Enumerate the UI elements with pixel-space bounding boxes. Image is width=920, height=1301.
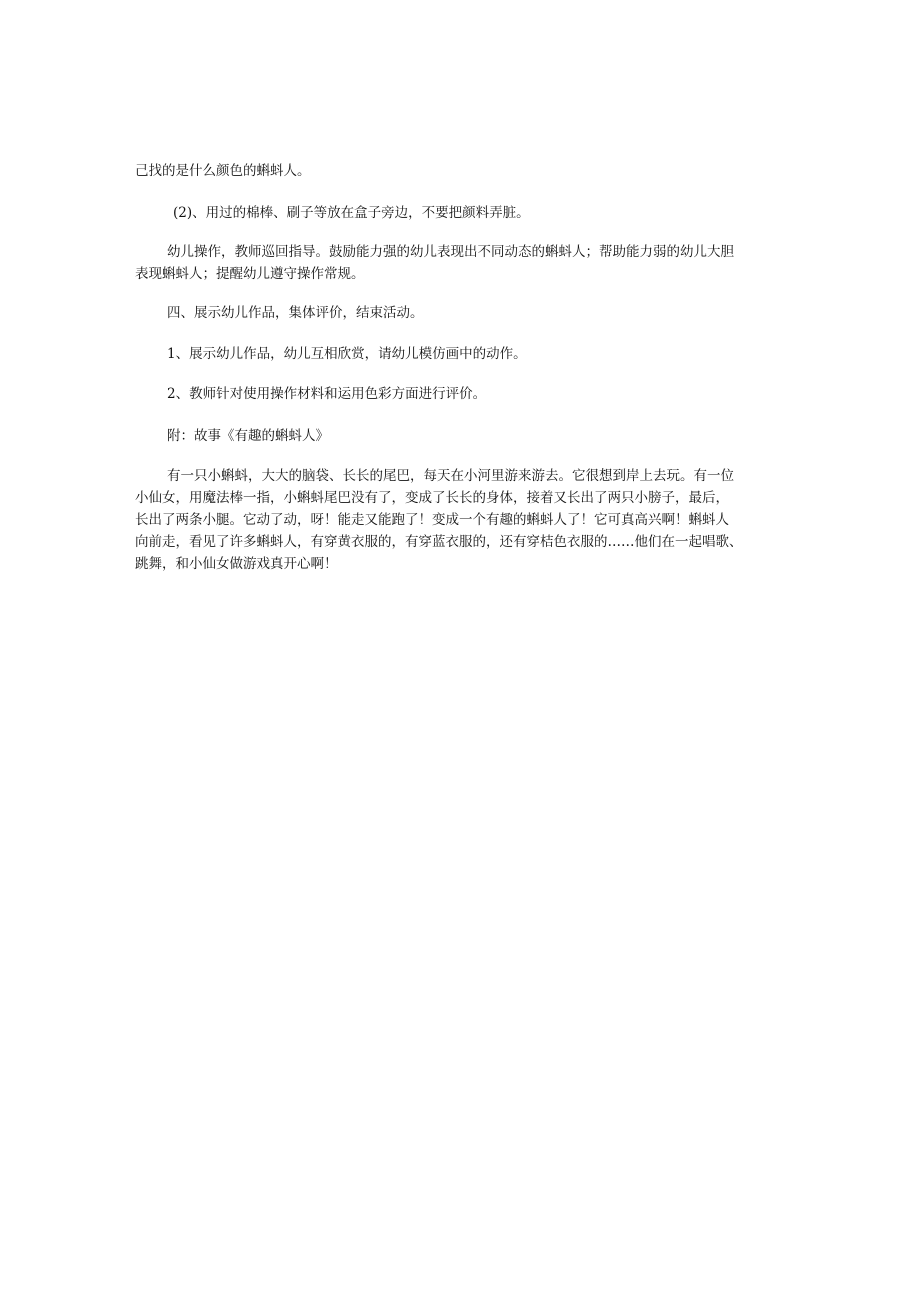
text-line: 长出了两条小腿。它动了动，呀！能走又能跑了！变成一个有趣的蝌蚪人了！它可真高兴啊！蝌蚪人 [135, 512, 729, 528]
list-item-1 [135, 343, 827, 365]
section-heading-four [135, 302, 827, 324]
text-line: 幼儿操作，教师巡回指导。鼓励能力强的幼儿表现出不同动态的蝌蚪人；帮助能力弱的幼儿大胆 [167, 244, 734, 260]
text-line: 己找的是什么颜色的蝌蚪人。 [135, 163, 311, 179]
text-line: 四、展示幼儿作品，集体评价，结束活动。 [167, 305, 424, 321]
text-line: 1、展示幼儿作品，幼儿互相欣赏，请幼儿模仿画中的动作。 [167, 346, 527, 362]
list-item-2 [135, 383, 827, 405]
paragraph-step-2 [135, 202, 833, 224]
text-line: 附：故事《有趣的蝌蚪人》 [167, 428, 329, 444]
text-line: 向前走，看见了许多蝌蚪人，有穿黄衣服的，有穿蓝衣服的，还有穿桔色衣服的……他们在一起唱歌、 [135, 534, 743, 550]
text-line: 2、教师针对使用操作材料和运用色彩方面进行评价。 [167, 386, 487, 402]
text-line: 有一只小蝌蚪，大大的脑袋、长长的尾巴，每天在小河里游来游去。它很想到岸上去玩。有一位 [167, 468, 734, 484]
text-line: 小仙女，用魔法棒一指，小蝌蚪尾巴没有了，变成了长长的身体，接着又长出了两只小膀子，最后， [135, 490, 729, 506]
paragraph-continuation [135, 160, 795, 182]
story-paragraph [135, 465, 795, 575]
paragraph-operation [135, 241, 827, 285]
text-line: 表现蝌蚪人；提醒幼儿遵守操作常规。 [135, 266, 365, 282]
text-line: (2)、用过的棉棒、刷子等放在盒子旁边，不要把颜料弄脏。 [173, 205, 530, 221]
text-line: 跳舞，和小仙女做游戏真开心啊！ [135, 556, 338, 572]
appendix-heading [135, 425, 827, 447]
